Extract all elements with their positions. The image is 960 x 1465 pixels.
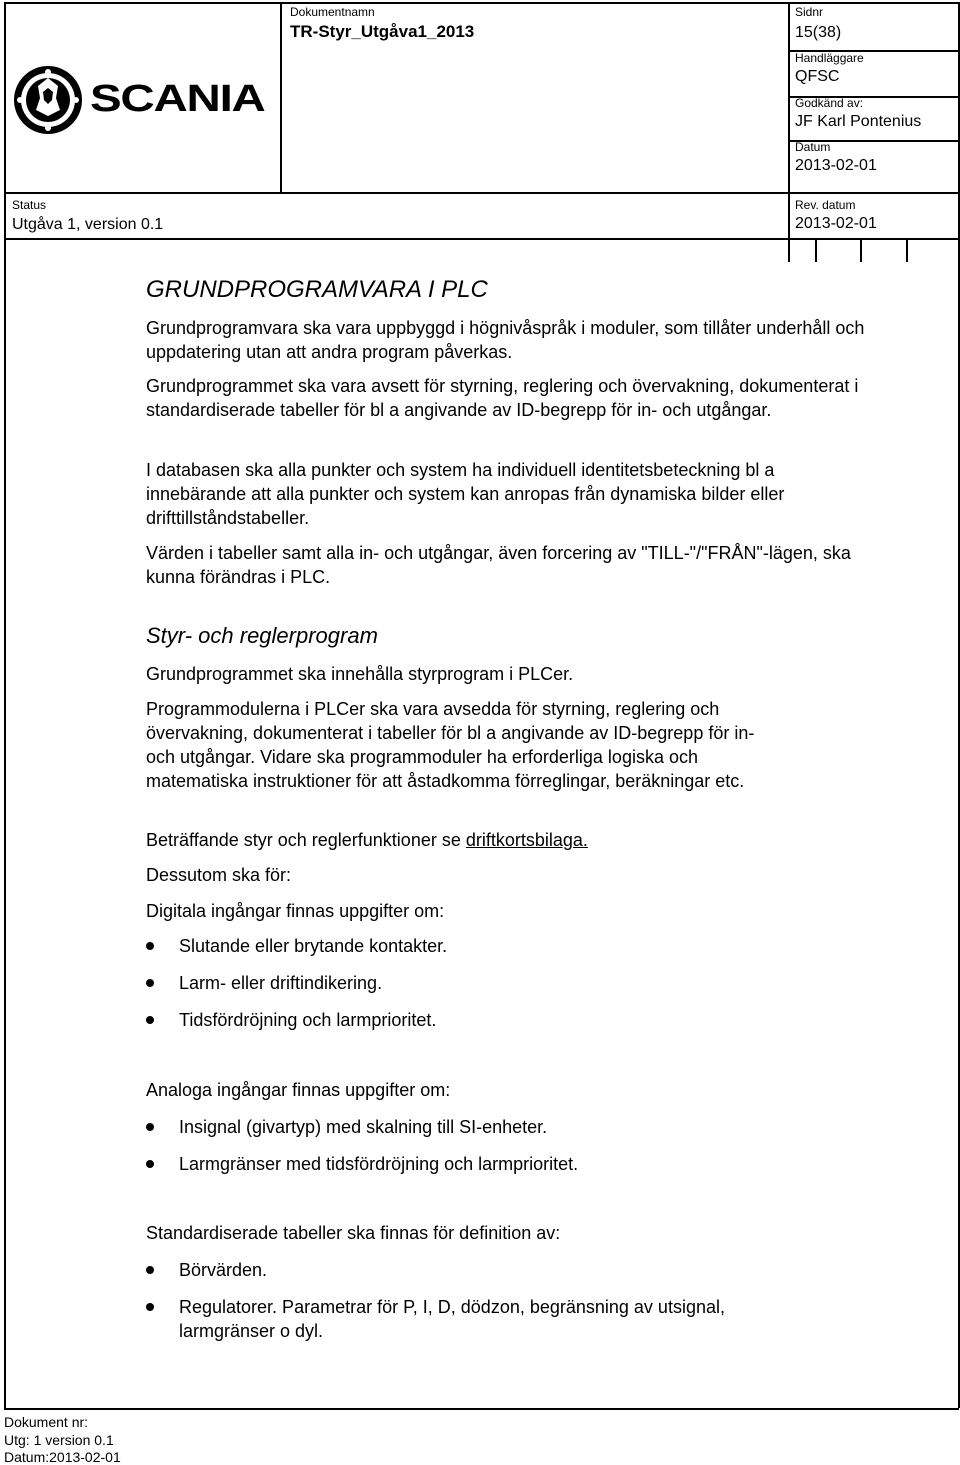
handler: QFSC xyxy=(795,68,840,85)
doc-name-label: Dokumentnamn xyxy=(290,5,375,19)
paragraph-6: Programmodulerna i PLCer ska vara avsedda för styrning, reglering och övervakning, dokumenterat i tabeller för bl a angivande av ID-begrepp för in- och utgångar. Vidare ska programmoduler ha erforderliga logiska och matematiska instruktioner för att åstadkomma förreglingar, beräkningar etc. xyxy=(146,699,755,791)
paragraph-2: Grundprogrammet ska vara avsett för styrning, reglering och övervakning, dokumenterat i standardiserade tabeller för bl a angivande av ID-begrepp för in- och utgångar. xyxy=(146,376,859,420)
footer-datum: Datum:2013-02-01 xyxy=(4,1449,121,1465)
analog-intro: Analoga ingångar finnas uppgifter om: xyxy=(146,1080,451,1100)
handler-label: Handläggare xyxy=(795,51,864,65)
footer-utg: Utg: 1 version 0.1 xyxy=(4,1432,114,1448)
page-label: Sidnr xyxy=(795,5,824,19)
rev-date-label: Rev. datum xyxy=(795,198,856,212)
std-intro: Standardiserade tabeller ska finnas för definition av: xyxy=(146,1223,561,1243)
bullet-icon xyxy=(146,1123,154,1131)
paragraph-4: Värden i tabeller samt alla in- och utgångar, även forcering av "TILL-"/"FRÅN"-lägen, ska kunna förändras i PLC. xyxy=(146,543,851,587)
paragraph-5: Grundprogrammet ska innehålla styrprogram i PLCer. xyxy=(146,664,574,684)
page-number: 15(38) xyxy=(795,24,842,41)
heading-styr-och-reglerprogram: Styr- och reglerprogram xyxy=(146,623,378,648)
paragraph-8: Dessutom ska för: xyxy=(146,865,292,885)
digital-intro: Digitala ingångar finnas uppgifter om: xyxy=(146,901,445,921)
date: 2013-02-01 xyxy=(795,157,877,174)
approved-by: JF Karl Pontenius xyxy=(795,113,922,130)
scania-logo xyxy=(12,64,272,136)
driftkortsbilaga-link[interactable]: driftkortsbilaga. xyxy=(465,830,588,850)
bullet-icon xyxy=(146,1160,154,1168)
bullet-icon xyxy=(146,942,154,950)
bullet-icon xyxy=(146,1266,154,1274)
approved-label: Godkänd av: xyxy=(795,96,864,110)
status-label: Status xyxy=(12,198,47,212)
paragraph-7 xyxy=(146,828,866,852)
bullet-icon xyxy=(146,979,154,987)
status: Utgåva 1, version 0.1 xyxy=(12,216,164,233)
paragraph-1: Grundprogramvara ska vara uppbyggd i högnivåspråk i moduler, som tillåter underhåll och uppdatering utan att andra program påverkas. xyxy=(146,318,865,362)
date-label: Datum xyxy=(795,140,831,154)
bullet-icon xyxy=(146,1016,154,1024)
logo-wordmark: SCANIA xyxy=(90,78,265,120)
bullet-icon xyxy=(146,1303,154,1311)
heading-grundprogramvara: GRUNDPROGRAMVARA I PLC xyxy=(146,276,488,303)
doc-name: TR-Styr_Utgåva1_2013 xyxy=(290,22,475,41)
footer-doc-nr: Dokument nr: xyxy=(4,1414,89,1430)
paragraph-7-text: Beträffande styr och reglerfunktioner se xyxy=(146,830,466,850)
paragraph-3: I databasen ska alla punkter och system ha individuell identitetsbeteckning bl a innebärande att alla punkter och system kan anropas från dynamiska bilder eller drifttillståndstabeller. xyxy=(146,460,785,528)
rev-date: 2013-02-01 xyxy=(795,215,877,232)
